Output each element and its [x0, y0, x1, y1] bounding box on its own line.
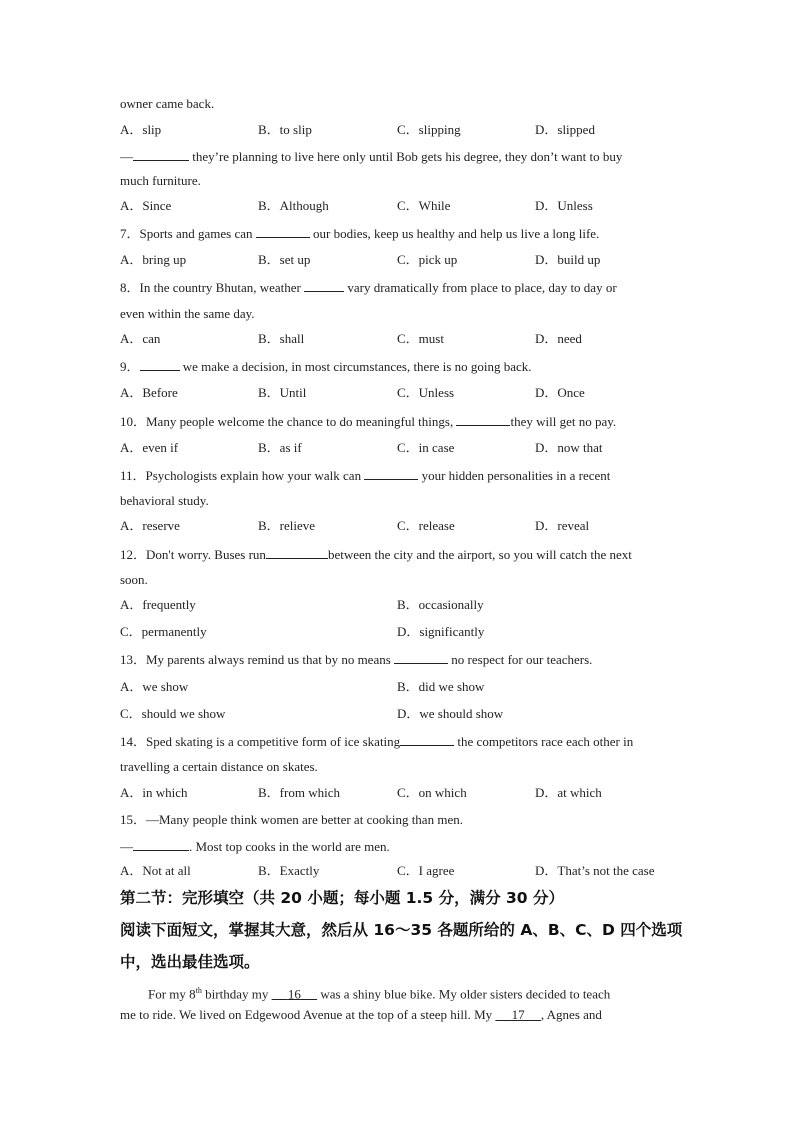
q14-option-b[interactable]: B．from which [258, 785, 340, 800]
q5-option-b[interactable]: B．to slip [258, 122, 312, 137]
q9-option-d[interactable]: D．Once [535, 385, 585, 400]
blank-17-number: 17 [511, 1007, 525, 1022]
q14-stem-a: 14．Sped skating is a competitive form of ice skating [120, 734, 401, 749]
q6-stem [120, 148, 622, 165]
blank-16[interactable] [272, 986, 318, 1001]
q13-stem [120, 651, 592, 668]
passage-l1-b: birthday my [201, 986, 272, 1002]
q14-stem [120, 733, 633, 750]
q9-stem [120, 358, 532, 375]
q8-option-b[interactable]: B．shall [258, 331, 305, 346]
q15-stem-text: . Most top cooks in the world are men. [189, 839, 390, 854]
q6-dash: — [120, 149, 133, 164]
q9-stem-b: we make a decision, in most circumstances, there is no going back. [179, 359, 532, 374]
q13-stem-a: 13．My parents always remind us that by no means [120, 652, 391, 667]
q13-option-b[interactable]: B．did we show [397, 679, 485, 694]
q7-option-a[interactable]: A．bring up [120, 252, 187, 267]
q7-stem-b: our bodies, keep us healthy and help us live a long life. [309, 226, 600, 241]
q6-stem-line2: much furniture. [120, 173, 201, 188]
q8-stem-b: vary dramatically from place to place, day to day or [344, 280, 617, 295]
q13-option-d[interactable]: D．we should show [397, 706, 504, 721]
q10-stem [120, 413, 616, 430]
q9-option-a[interactable]: A．Before [120, 385, 178, 400]
q12-stem-line2: soon. [120, 572, 148, 587]
q12-option-c[interactable]: C．permanently [120, 624, 207, 639]
q6-option-c[interactable]: C．While [397, 198, 451, 213]
passage-line2 [120, 1007, 602, 1023]
q6-stem-text: they’re planning to live here only until Bob gets his degree, they don’t want to buy [189, 149, 623, 164]
q7-option-d[interactable]: D．build up [535, 252, 601, 267]
q14-blank[interactable] [400, 733, 454, 746]
q11-stem [120, 467, 610, 484]
q7-blank[interactable] [256, 225, 310, 238]
q15-stem-line1: 15．—Many people think women are better at cooking than men. [120, 812, 463, 827]
q6-option-d[interactable]: D．Unless [535, 198, 593, 213]
q12-blank[interactable] [266, 546, 328, 559]
q10-stem-a: 10．Many people welcome the chance to do meaningful things, [120, 414, 454, 429]
q8-stem-a: 8．In the country Bhutan, weather [120, 280, 301, 295]
q12-stem [120, 546, 632, 563]
q8-option-c[interactable]: C．must [397, 331, 444, 346]
q10-blank[interactable] [456, 413, 510, 426]
q15-dash: — [120, 839, 133, 854]
q11-stem-b: your hidden personalities in a recent [418, 468, 611, 483]
q13-blank[interactable] [394, 651, 448, 664]
q11-stem-a: 11．Psychologists explain how your walk can [120, 468, 362, 483]
q15-stem-line2 [120, 838, 390, 855]
q15-option-b[interactable]: B．Exactly [258, 863, 320, 878]
q12-option-d[interactable]: D．significantly [397, 624, 485, 639]
q8-stem-line2: even within the same day. [120, 306, 255, 321]
q9-option-b[interactable]: B．Until [258, 385, 307, 400]
q5-stem-tail: owner came back. [120, 96, 215, 111]
q11-option-c[interactable]: C．release [397, 518, 455, 533]
q6-blank[interactable] [133, 148, 189, 161]
q6-option-b[interactable]: B．Although [258, 198, 329, 213]
q10-option-d[interactable]: D．now that [535, 440, 603, 455]
q14-stem-b: the competitors race each other in [454, 734, 634, 749]
blank-16-number: 16 [287, 986, 301, 1002]
q11-blank[interactable] [364, 467, 418, 480]
q11-option-a[interactable]: A．reserve [120, 518, 180, 533]
passage-l2-b: , Agnes and [540, 1007, 602, 1022]
q5-option-a[interactable]: A．slip [120, 122, 162, 137]
blank-17[interactable] [495, 1007, 541, 1022]
q9-stem-a: 9． [120, 359, 140, 374]
q8-stem [120, 279, 617, 296]
q13-option-c[interactable]: C．should we show [120, 706, 226, 721]
q11-option-b[interactable]: B．relieve [258, 518, 316, 533]
q12-option-b[interactable]: B．occasionally [397, 597, 484, 612]
passage-l1-sup: th [195, 986, 202, 995]
passage-l1-a: For my 8 [148, 986, 196, 1002]
passage-line1 [148, 983, 610, 1002]
section2-instruction-line2: 中，选出最佳选项。 [120, 953, 260, 971]
q7-option-c[interactable]: C．pick up [397, 252, 458, 267]
q15-option-c[interactable]: C．I agree [397, 863, 455, 878]
q8-option-a[interactable]: A．can [120, 331, 161, 346]
q12-option-a[interactable]: A．frequently [120, 597, 196, 612]
q7-option-b[interactable]: B．set up [258, 252, 311, 267]
q8-blank[interactable] [304, 279, 344, 292]
q11-option-d[interactable]: D．reveal [535, 518, 590, 533]
q11-stem-line2: behavioral study. [120, 493, 209, 508]
q13-stem-b: no respect for our teachers. [448, 652, 593, 667]
q15-option-d[interactable]: D．That’s not the case [535, 863, 655, 878]
q14-option-c[interactable]: C．on which [397, 785, 467, 800]
q10-option-b[interactable]: B．as if [258, 440, 302, 455]
q5-option-d[interactable]: D．slipped [535, 122, 595, 137]
q9-option-c[interactable]: C．Unless [397, 385, 455, 400]
q15-blank[interactable] [133, 838, 189, 851]
q14-option-d[interactable]: D．at which [535, 785, 602, 800]
q9-blank[interactable] [140, 358, 180, 371]
q12-stem-a: 12．Don't worry. Buses run [120, 547, 266, 562]
q12-stem-b: between the city and the airport, so you will catch the next [327, 547, 632, 562]
q7-stem [120, 225, 599, 242]
q15-option-a[interactable]: A．Not at all [120, 863, 191, 878]
section2-instruction-line1: 阅读下面短文，掌握其大意，然后从 16～35 各题所给的 A、B、C、D 四个选项 [120, 921, 683, 939]
q13-option-a[interactable]: A．we show [120, 679, 189, 694]
q6-option-a[interactable]: A．Since [120, 198, 172, 213]
passage-l1-c: was a shiny blue bike. My older sisters decided to teach [317, 986, 611, 1002]
q14-stem-line2: travelling a certain distance on skates. [120, 759, 318, 774]
q7-stem-a: 7．Sports and games can [120, 226, 253, 241]
q14-option-a[interactable]: A．in which [120, 785, 188, 800]
passage-l2-a: me to ride. We lived on Edgewood Avenue at the top of a steep hill. My [120, 1007, 496, 1022]
q10-stem-b: they will get no pay. [510, 414, 617, 429]
q10-option-c[interactable]: C．in case [397, 440, 455, 455]
q8-option-d[interactable]: D．need [535, 331, 582, 346]
q5-option-c[interactable]: C．slipping [397, 122, 461, 137]
section2-heading: 第二节：完形填空（共 20 小题；每小题 1.5 分，满分 30 分） [120, 889, 564, 907]
q10-option-a[interactable]: A．even if [120, 440, 179, 455]
